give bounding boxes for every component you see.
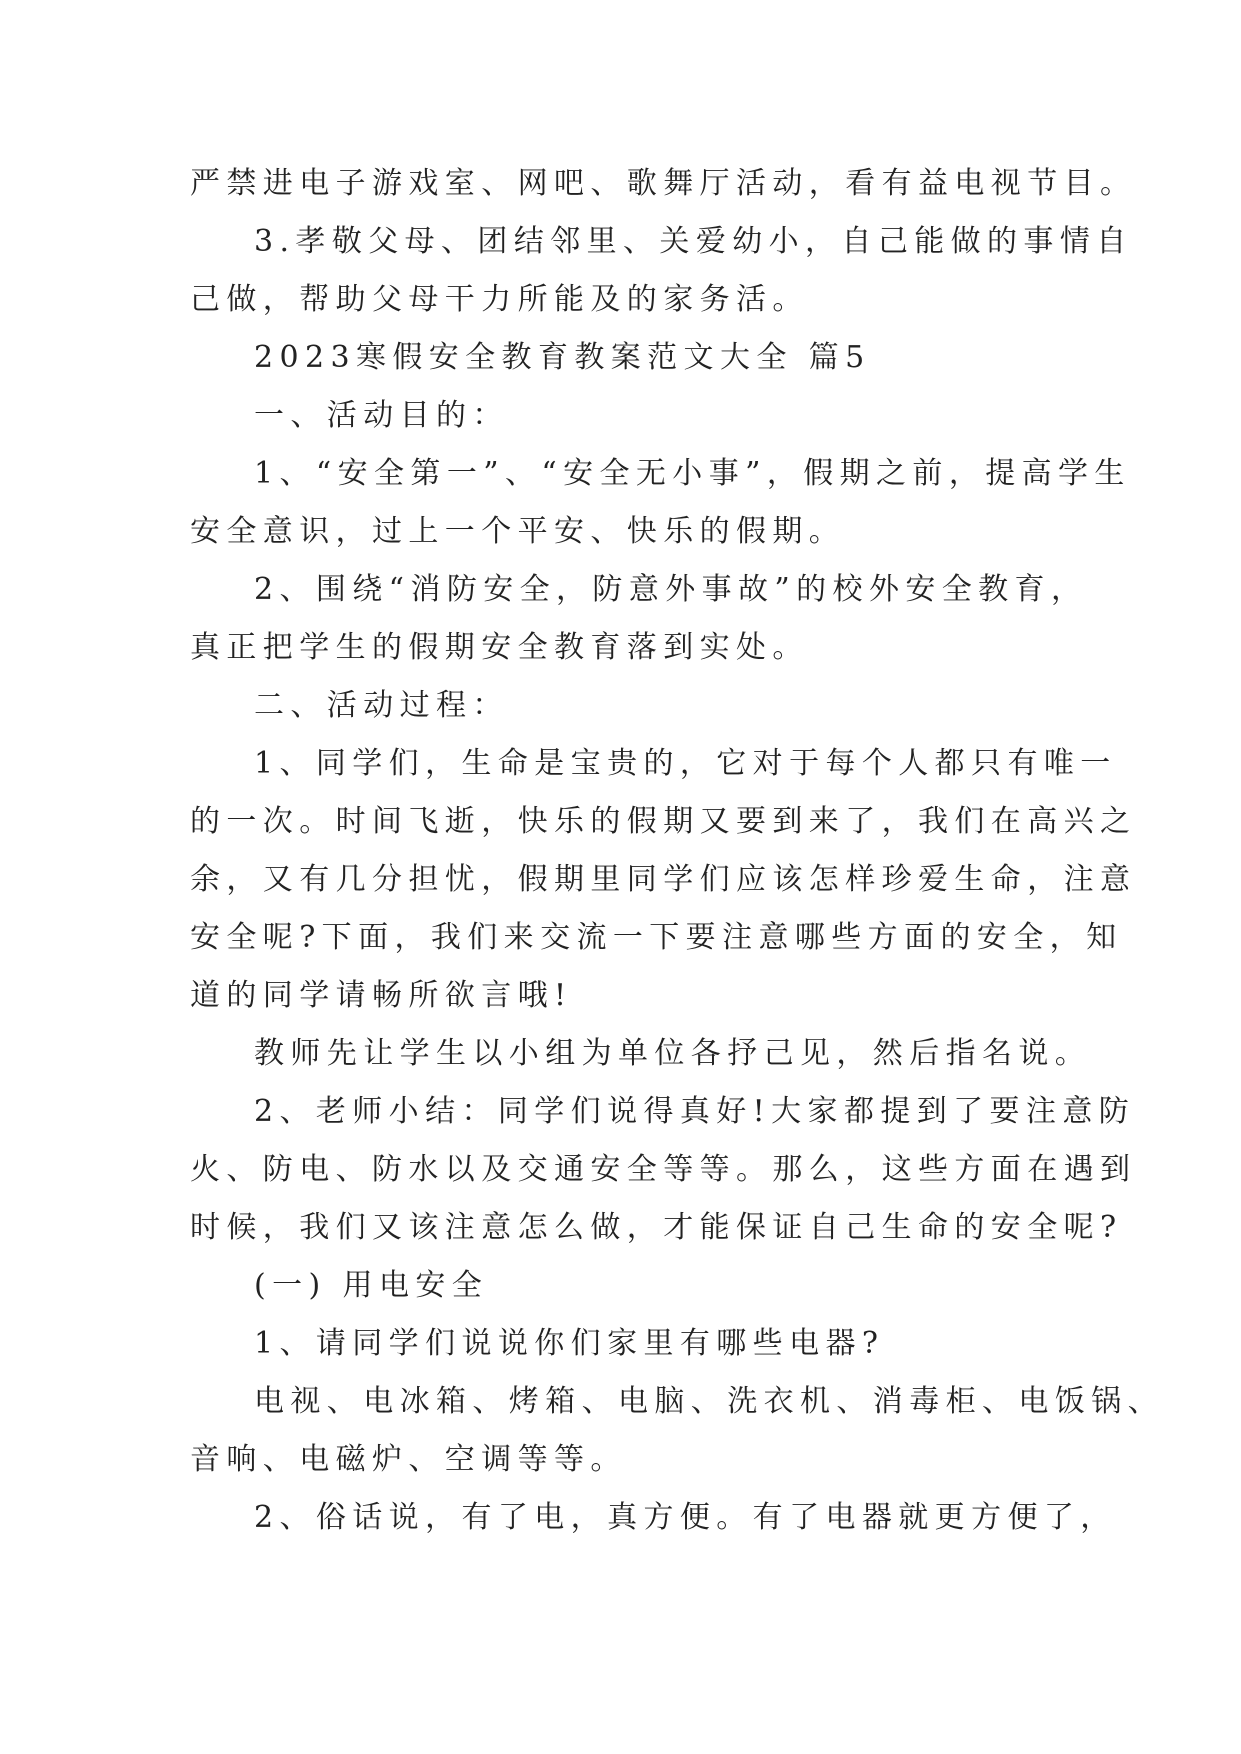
text-line: 时候，我们又该注意怎么做，才能保证自己生命的安全呢? (190, 1210, 1123, 1245)
text-line: 己做，帮助父母干力所能及的家务活。 (190, 282, 809, 317)
text-line: 2、俗话说，有了电，真方便。有了电器就更方便了， (254, 1500, 1117, 1535)
text-line: 的一次。时间飞逝，快乐的假期又要到来了，我们在高兴之 (190, 804, 1137, 839)
text-line: 教师先让学生以小组为单位各抒己见，然后指名说。 (254, 1036, 1092, 1071)
text-line: 道的同学请畅所欲言哦! (190, 978, 573, 1013)
text-line: 严禁进电子游戏室、网吧、歌舞厅活动，看有益电视节目。 (190, 166, 1137, 201)
text-line: 1、“安全第一”、“安全无小事”，假期之前，提高学生 (254, 456, 1131, 491)
text-line: 音响、电磁炉、空调等等。 (190, 1442, 627, 1477)
text-line: 安全意识，过上一个平安、快乐的假期。 (190, 514, 846, 549)
text-line: 3.孝敬父母、团结邻里、关爱幼小，自己能做的事情自 (254, 224, 1133, 259)
text-line: 余，又有几分担忧，假期里同学们应该怎样珍爱生命，注意 (190, 862, 1137, 897)
text-line: 电视、电冰箱、烤箱、电脑、洗衣机、消毒柜、电饭锅、 (254, 1384, 1164, 1419)
text-line: 2、围绕“消防安全，防意外事故”的校外安全教育， (254, 572, 1088, 607)
text-line: 安全呢?下面，我们来交流一下要注意哪些方面的安全，知 (190, 920, 1123, 955)
section-heading: 2023寒假安全教育教案范文大全 篇5 (254, 340, 871, 375)
text-line: 1、请同学们说说你们家里有哪些电器? (254, 1326, 885, 1361)
text-line: 真正把学生的假期安全教育落到实处。 (190, 630, 809, 665)
text-line: 火、防电、防水以及交通安全等等。那么，这些方面在遇到 (190, 1152, 1137, 1187)
subheading-process: 二、活动过程： (254, 688, 509, 723)
document-body (190, 155, 1164, 1547)
subheading-purpose: 一、活动目的： (254, 398, 509, 433)
subheading-electrical-safety: (一) 用电安全 (254, 1268, 489, 1303)
text-line: 1、同学们，生命是宝贵的，它对于每个人都只有唯一 (254, 746, 1117, 781)
text-line: 2、老师小结：同学们说得真好!大家都提到了要注意防 (254, 1094, 1136, 1129)
